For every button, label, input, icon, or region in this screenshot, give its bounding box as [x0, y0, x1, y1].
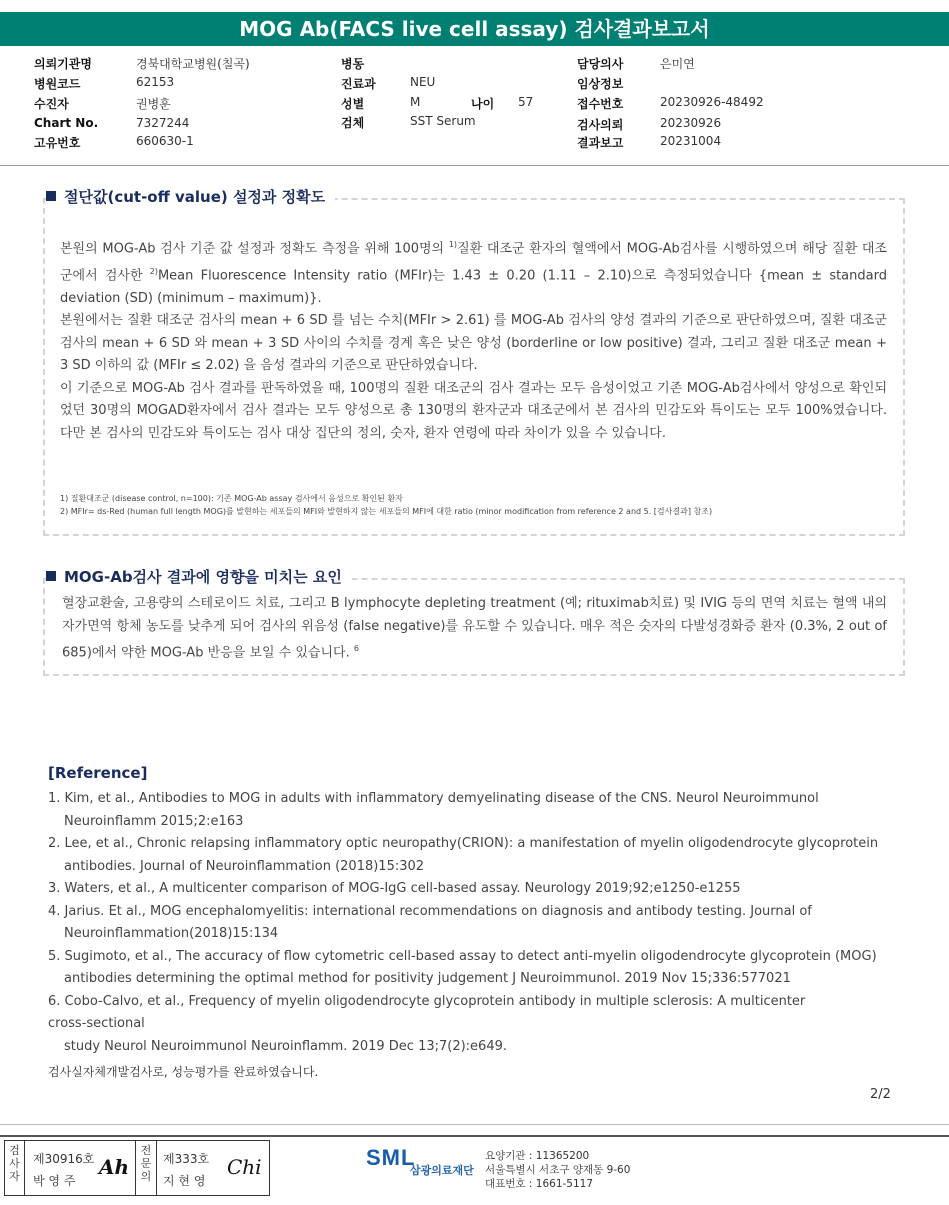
divider	[0, 165, 949, 166]
organization-info	[485, 1149, 630, 1191]
info-label: 결과보고	[577, 136, 624, 150]
info-value: 은미연	[660, 57, 695, 71]
info-label: 검사의뢰	[577, 118, 624, 132]
paragraph: 이 기준으로 MOG-Ab 검사 결과를 판독하였을 때, 100명의 질환 대조군의 검사 결과는 모두 음성이었고 기존 MOG-Ab검사에서 양성으로 확인되었던 30명의 MOGAD환자에서 검사 결과는 모두 양성으로 총 130명의 환자군과 대조군에서 본 검사의 민감도와 특이도는 모두 100%였습니다. 다만 본 검사의 민감도와 특이도는 검사 대상 집단의 정의, 숫자, 환자 연령에 따라 차이가 있을 수 있습니다.	[60, 380, 887, 441]
report-title: MOG Ab(FACS live cell assay) 검사결과보고서	[239, 17, 710, 41]
info-label: 의뢰기관명	[34, 57, 92, 71]
info-value: 62153	[136, 75, 175, 89]
factors-section-body	[62, 593, 887, 665]
closing-note: 검사실자체개발검사로, 성능평가를 완료하였습니다.	[48, 1065, 319, 1079]
signer2-role: 전문의	[135, 1141, 157, 1195]
square-bullet-icon	[46, 571, 56, 581]
sml-logo-subtitle: 삼광의료재단	[410, 1164, 474, 1177]
reference-line: 6. Cobo-Calvo, et al., Frequency of myelin oligodendrocyte glycoprotein antibody in multiple sclerosis: A multicenter	[48, 993, 806, 1009]
info-value: 20230926-48492	[660, 95, 764, 109]
info-label: 나이	[471, 97, 495, 111]
square-bullet-icon	[46, 191, 56, 201]
cutoff-section-title: 절단값(cut-off value) 설정과 정확도	[46, 186, 335, 207]
info-value: 20230926	[660, 116, 722, 130]
signature-box	[4, 1140, 270, 1196]
info-value: 20231004	[660, 134, 722, 148]
signer2-signature: Chi	[227, 1155, 262, 1179]
info-value: M	[410, 95, 421, 109]
signer1-name: 박 영 주	[33, 1174, 76, 1188]
reference-line: study Neurol Neuroimmunol Neuroinflamm. 2019 Dec 13;7(2):e649.	[64, 1038, 508, 1054]
org-line: 서울특별시 서초구 양재동 9-60	[485, 1164, 631, 1176]
patient-info	[34, 55, 914, 155]
info-value: 57	[518, 95, 534, 109]
info-value: NEU	[410, 75, 436, 89]
info-label: 담당의사	[577, 57, 624, 71]
info-label: 진료과	[341, 77, 376, 91]
info-label: 수진자	[34, 97, 69, 111]
paragraph: 본원에서는 질환 대조군 검사의 mean + 6 SD 를 넘는 수치(MFIr > 2.61) 를 MOG-Ab 검사의 양성 결과의 기준으로 판단하였으며, 질환 대조군 검사의 mean + 6 SD 와 mean + 3 SD 사이의 수치를 경계 혹은 낮은 양성 (borderline or low positive) 결과, 그리고 질환 대조군 mean + 3 SD 이하의 값 (MFIr ≤ 2.02) 을 음성 결과의 기준으로 판단하였습니다.	[60, 313, 887, 374]
footer-divider	[0, 1135, 949, 1137]
info-value: SST Serum	[410, 114, 476, 128]
sml-logo: SML	[366, 1145, 416, 1170]
info-value: 권병훈	[136, 97, 171, 111]
cutoff-section-body	[60, 234, 887, 445]
info-label: 성별	[341, 97, 365, 111]
info-label: 검체	[341, 116, 365, 130]
reference-line: Neuroinflamm 2015;2:e163	[64, 813, 244, 829]
reference-line: 4. Jarius. Et al., MOG encephalomyelitis: international recommendations on diagnosis and antibody testing. Journal of	[48, 903, 812, 919]
info-label: Chart No.	[34, 116, 99, 130]
reference-line: cross-sectional	[48, 1016, 145, 1031]
signer1-license: 제30916호	[33, 1152, 95, 1166]
info-label: 접수번호	[577, 97, 624, 111]
factors-section-title: MOG-Ab검사 결과에 영향을 미치는 요인	[46, 566, 352, 587]
reference-line: Neuroinflammation(2018)15:134	[64, 926, 279, 941]
signer2-license: 제333호	[163, 1152, 210, 1166]
reference-line: 2. Lee, et al., Chronic relapsing inflammatory optic neuropathy(CRION): a manifestation of myelin oligodendrocyte glycoprotein	[48, 836, 879, 851]
reference-line: 3. Waters, et al., A multicenter comparison of MOG-IgG cell-based assay. Neurology 2019;92;e1250-e1255	[48, 881, 741, 896]
info-label: 병동	[341, 57, 365, 71]
signer1-role: 검사자	[5, 1141, 25, 1195]
info-value: 660630-1	[136, 134, 194, 148]
footnote-1: 1) 질환대조군 (disease control, n=100): 기존 MOG-Ab assay 검사에서 음성으로 확인된 환자	[60, 494, 403, 503]
info-value: 7327244	[136, 116, 190, 130]
reference-line: antibodies. Journal of Neuroinflammation (2018)15:302	[64, 858, 425, 874]
signer2-name: 지 현 영	[163, 1174, 206, 1188]
reference-line: antibodies determining the optimal method for positivity judgement J Neuroimmunol. 2019 Nov 15;336:577021	[64, 971, 791, 986]
org-line: 요양기관 : 11365200	[485, 1150, 590, 1162]
reference-title: [Reference]	[48, 764, 148, 782]
signer1-signature: Ah	[99, 1155, 130, 1179]
reference-line: 1. Kim, et al., Antibodies to MOG in adults with inflammatory demyelinating disease of the CNS. Neurol Neuroimmunol	[48, 791, 819, 806]
org-line: 대표번호 : 1661-5117	[485, 1178, 594, 1190]
paragraph: 본원의 MOG-Ab 검사 기준 값 설정과 정확도 측정을 위해 100명의 $^{1)}$질환 대조군 환자의 혈액에서 MOG-Ab검사를 시행하였으며 해당 질환 대조군에서 검사한 $^{2)}$Mean Fluorescence Intensity ratio (MFIr)는 1.43 ± 0.20 (1.11 – 2.10)으로 측정되었습니다 {mean ± standard deviation (SD) (minimum – maximum)}.	[60, 240, 887, 306]
paragraph: 혈장교환술, 고용량의 스테로이드 치료, 그리고 B lymphocyte depleting treatment (예; rituximab치료) 및 IVIG 등의 면역 치료는 혈액 내의 자가면역 항체 농도를 낮추게 되어 검사의 위음성 (false negative)를 유도할 수 있습니다. 매우 적은 숫자의 다발성경화증 환자 (0.3%, 2 out of 685)에서 약한 MOG-Ab 반응을 보일 수 있습니다. $^6$	[62, 596, 887, 661]
report-title-bar	[0, 12, 949, 46]
divider	[0, 1124, 949, 1125]
info-label: 임상정보	[577, 77, 624, 91]
page-number: 2/2	[870, 1087, 891, 1102]
info-value: 경북대학교병원(칠곡)	[136, 57, 250, 71]
footnote-2: 2) MFIr= ds-Red (human full length MOG)를 발현하는 세포들의 MFI와 발현하지 않는 세포들의 MFI에 대한 ratio (minor modification from reference 2 and 5. [검사결과] 참조)	[60, 507, 713, 516]
reference-line: 5. Sugimoto, et al., The accuracy of flow cytometric cell-based assay to detect anti-myelin oligodendrocyte glycoprotein (MOG)	[48, 948, 877, 964]
reference-list	[48, 788, 898, 1058]
info-label: 병원코드	[34, 77, 81, 91]
info-label: 고유번호	[34, 136, 81, 150]
